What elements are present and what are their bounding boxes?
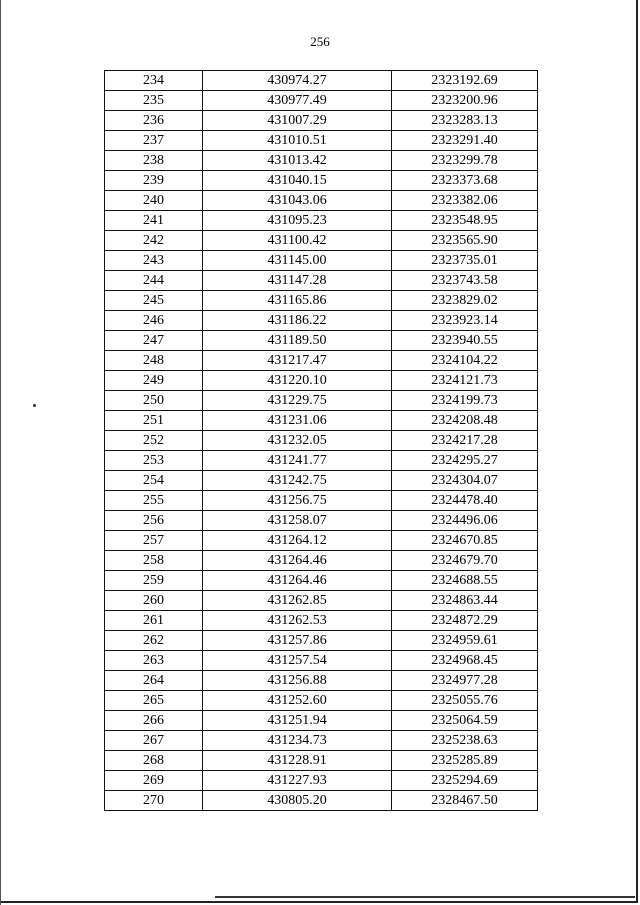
y-coordinate-cell: 2325238.63 xyxy=(392,731,538,751)
y-coordinate-cell: 2325294.69 xyxy=(392,771,538,791)
y-coordinate-cell: 2323940.55 xyxy=(392,331,538,351)
point-number-cell: 265 xyxy=(105,691,203,711)
table-row xyxy=(105,131,538,151)
table-row xyxy=(105,651,538,671)
point-number-cell: 268 xyxy=(105,751,203,771)
point-number-cell: 237 xyxy=(105,131,203,151)
page-number: 256 xyxy=(310,34,330,49)
y-coordinate-cell: 2324496.06 xyxy=(392,511,538,531)
point-number-cell: 257 xyxy=(105,531,203,551)
point-number-cell: 256 xyxy=(105,511,203,531)
x-coordinate-cell: 431252.60 xyxy=(203,691,392,711)
point-number-cell: 269 xyxy=(105,771,203,791)
y-coordinate-cell: 2323923.14 xyxy=(392,311,538,331)
x-coordinate-cell: 431231.06 xyxy=(203,411,392,431)
x-coordinate-cell: 431234.73 xyxy=(203,731,392,751)
table-row xyxy=(105,591,538,611)
point-number-cell: 243 xyxy=(105,251,203,271)
x-coordinate-cell: 431147.28 xyxy=(203,271,392,291)
table-row xyxy=(105,151,538,171)
scan-left-edge xyxy=(0,0,1,905)
y-coordinate-cell: 2324679.70 xyxy=(392,551,538,571)
table-row xyxy=(105,751,538,771)
y-coordinate-cell: 2324968.45 xyxy=(392,651,538,671)
point-number-cell: 247 xyxy=(105,331,203,351)
x-coordinate-cell: 431228.91 xyxy=(203,751,392,771)
point-number-cell: 240 xyxy=(105,191,203,211)
x-coordinate-cell: 431264.12 xyxy=(203,531,392,551)
table-row xyxy=(105,791,538,811)
x-coordinate-cell: 431040.15 xyxy=(203,171,392,191)
table-row xyxy=(105,311,538,331)
coordinate-table xyxy=(104,70,538,811)
x-coordinate-cell: 431165.86 xyxy=(203,291,392,311)
y-coordinate-cell: 2324863.44 xyxy=(392,591,538,611)
table-row xyxy=(105,271,538,291)
point-number-cell: 267 xyxy=(105,731,203,751)
table-row xyxy=(105,571,538,591)
x-coordinate-cell: 431013.42 xyxy=(203,151,392,171)
y-coordinate-cell: 2324977.28 xyxy=(392,671,538,691)
x-coordinate-cell: 431264.46 xyxy=(203,571,392,591)
y-coordinate-cell: 2324295.27 xyxy=(392,451,538,471)
table-row xyxy=(105,191,538,211)
y-coordinate-cell: 2323743.58 xyxy=(392,271,538,291)
point-number-cell: 264 xyxy=(105,671,203,691)
table-row xyxy=(105,291,538,311)
coordinate-table-body xyxy=(105,71,538,811)
table-row xyxy=(105,211,538,231)
y-coordinate-cell: 2325064.59 xyxy=(392,711,538,731)
table-row xyxy=(105,331,538,351)
table-row xyxy=(105,771,538,791)
table-row xyxy=(105,251,538,271)
y-coordinate-cell: 2323548.95 xyxy=(392,211,538,231)
table-row xyxy=(105,351,538,371)
point-number-cell: 252 xyxy=(105,431,203,451)
x-coordinate-cell: 431232.05 xyxy=(203,431,392,451)
y-coordinate-cell: 2324304.07 xyxy=(392,471,538,491)
point-number-cell: 239 xyxy=(105,171,203,191)
x-coordinate-cell: 431220.10 xyxy=(203,371,392,391)
x-coordinate-cell: 431186.22 xyxy=(203,311,392,331)
y-coordinate-cell: 2323565.90 xyxy=(392,231,538,251)
point-number-cell: 260 xyxy=(105,591,203,611)
y-coordinate-cell: 2324104.22 xyxy=(392,351,538,371)
y-coordinate-cell: 2323200.96 xyxy=(392,91,538,111)
x-coordinate-cell: 431258.07 xyxy=(203,511,392,531)
table-row xyxy=(105,71,538,91)
x-coordinate-cell: 431007.29 xyxy=(203,111,392,131)
scan-bottom-rule xyxy=(215,896,635,898)
point-number-cell: 270 xyxy=(105,791,203,811)
x-coordinate-cell: 431242.75 xyxy=(203,471,392,491)
point-number-cell: 255 xyxy=(105,491,203,511)
point-number-cell: 254 xyxy=(105,471,203,491)
table-row xyxy=(105,731,538,751)
table-row xyxy=(105,471,538,491)
table-row xyxy=(105,711,538,731)
y-coordinate-cell: 2324872.29 xyxy=(392,611,538,631)
point-number-cell: 262 xyxy=(105,631,203,651)
table-row xyxy=(105,671,538,691)
point-number-cell: 235 xyxy=(105,91,203,111)
x-coordinate-cell: 431262.53 xyxy=(203,611,392,631)
y-coordinate-cell: 2325055.76 xyxy=(392,691,538,711)
table-row xyxy=(105,431,538,451)
table-row xyxy=(105,111,538,131)
y-coordinate-cell: 2323283.13 xyxy=(392,111,538,131)
x-coordinate-cell: 431043.06 xyxy=(203,191,392,211)
point-number-cell: 249 xyxy=(105,371,203,391)
x-coordinate-cell: 431257.54 xyxy=(203,651,392,671)
y-coordinate-cell: 2324208.48 xyxy=(392,411,538,431)
x-coordinate-cell: 431217.47 xyxy=(203,351,392,371)
x-coordinate-cell: 431256.88 xyxy=(203,671,392,691)
x-coordinate-cell: 431241.77 xyxy=(203,451,392,471)
y-coordinate-cell: 2324670.85 xyxy=(392,531,538,551)
table-row xyxy=(105,91,538,111)
x-coordinate-cell: 431257.86 xyxy=(203,631,392,651)
x-coordinate-cell: 431189.50 xyxy=(203,331,392,351)
y-coordinate-cell: 2323735.01 xyxy=(392,251,538,271)
y-coordinate-cell: 2324959.61 xyxy=(392,631,538,651)
scan-speck xyxy=(33,404,36,407)
table-row xyxy=(105,531,538,551)
y-coordinate-cell: 2325285.89 xyxy=(392,751,538,771)
y-coordinate-cell: 2328467.50 xyxy=(392,791,538,811)
point-number-cell: 241 xyxy=(105,211,203,231)
x-coordinate-cell: 431145.00 xyxy=(203,251,392,271)
x-coordinate-cell: 431256.75 xyxy=(203,491,392,511)
y-coordinate-cell: 2324121.73 xyxy=(392,371,538,391)
point-number-cell: 234 xyxy=(105,71,203,91)
y-coordinate-cell: 2324478.40 xyxy=(392,491,538,511)
point-number-cell: 250 xyxy=(105,391,203,411)
table-row xyxy=(105,631,538,651)
x-coordinate-cell: 431095.23 xyxy=(203,211,392,231)
point-number-cell: 259 xyxy=(105,571,203,591)
point-number-cell: 266 xyxy=(105,711,203,731)
table-row xyxy=(105,551,538,571)
table-row xyxy=(105,371,538,391)
point-number-cell: 238 xyxy=(105,151,203,171)
table-row xyxy=(105,411,538,431)
point-number-cell: 248 xyxy=(105,351,203,371)
point-number-cell: 244 xyxy=(105,271,203,291)
point-number-cell: 245 xyxy=(105,291,203,311)
table-row xyxy=(105,451,538,471)
table-row xyxy=(105,511,538,531)
y-coordinate-cell: 2323382.06 xyxy=(392,191,538,211)
x-coordinate-cell: 431227.93 xyxy=(203,771,392,791)
x-coordinate-cell: 430977.49 xyxy=(203,91,392,111)
y-coordinate-cell: 2323192.69 xyxy=(392,71,538,91)
x-coordinate-cell: 430974.27 xyxy=(203,71,392,91)
point-number-cell: 246 xyxy=(105,311,203,331)
table-row xyxy=(105,391,538,411)
x-coordinate-cell: 431010.51 xyxy=(203,131,392,151)
x-coordinate-cell: 431262.85 xyxy=(203,591,392,611)
table-row xyxy=(105,611,538,631)
table-row xyxy=(105,491,538,511)
x-coordinate-cell: 431100.42 xyxy=(203,231,392,251)
x-coordinate-cell: 430805.20 xyxy=(203,791,392,811)
y-coordinate-cell: 2323373.68 xyxy=(392,171,538,191)
point-number-cell: 253 xyxy=(105,451,203,471)
y-coordinate-cell: 2324199.73 xyxy=(392,391,538,411)
x-coordinate-cell: 431229.75 xyxy=(203,391,392,411)
table-row xyxy=(105,691,538,711)
point-number-cell: 263 xyxy=(105,651,203,671)
point-number-cell: 261 xyxy=(105,611,203,631)
y-coordinate-cell: 2323299.78 xyxy=(392,151,538,171)
point-number-cell: 258 xyxy=(105,551,203,571)
table-row xyxy=(105,231,538,251)
y-coordinate-cell: 2323829.02 xyxy=(392,291,538,311)
x-coordinate-cell: 431264.46 xyxy=(203,551,392,571)
y-coordinate-cell: 2323291.40 xyxy=(392,131,538,151)
table-row xyxy=(105,171,538,191)
point-number-cell: 236 xyxy=(105,111,203,131)
point-number-cell: 251 xyxy=(105,411,203,431)
y-coordinate-cell: 2324217.28 xyxy=(392,431,538,451)
x-coordinate-cell: 431251.94 xyxy=(203,711,392,731)
y-coordinate-cell: 2324688.55 xyxy=(392,571,538,591)
point-number-cell: 242 xyxy=(105,231,203,251)
